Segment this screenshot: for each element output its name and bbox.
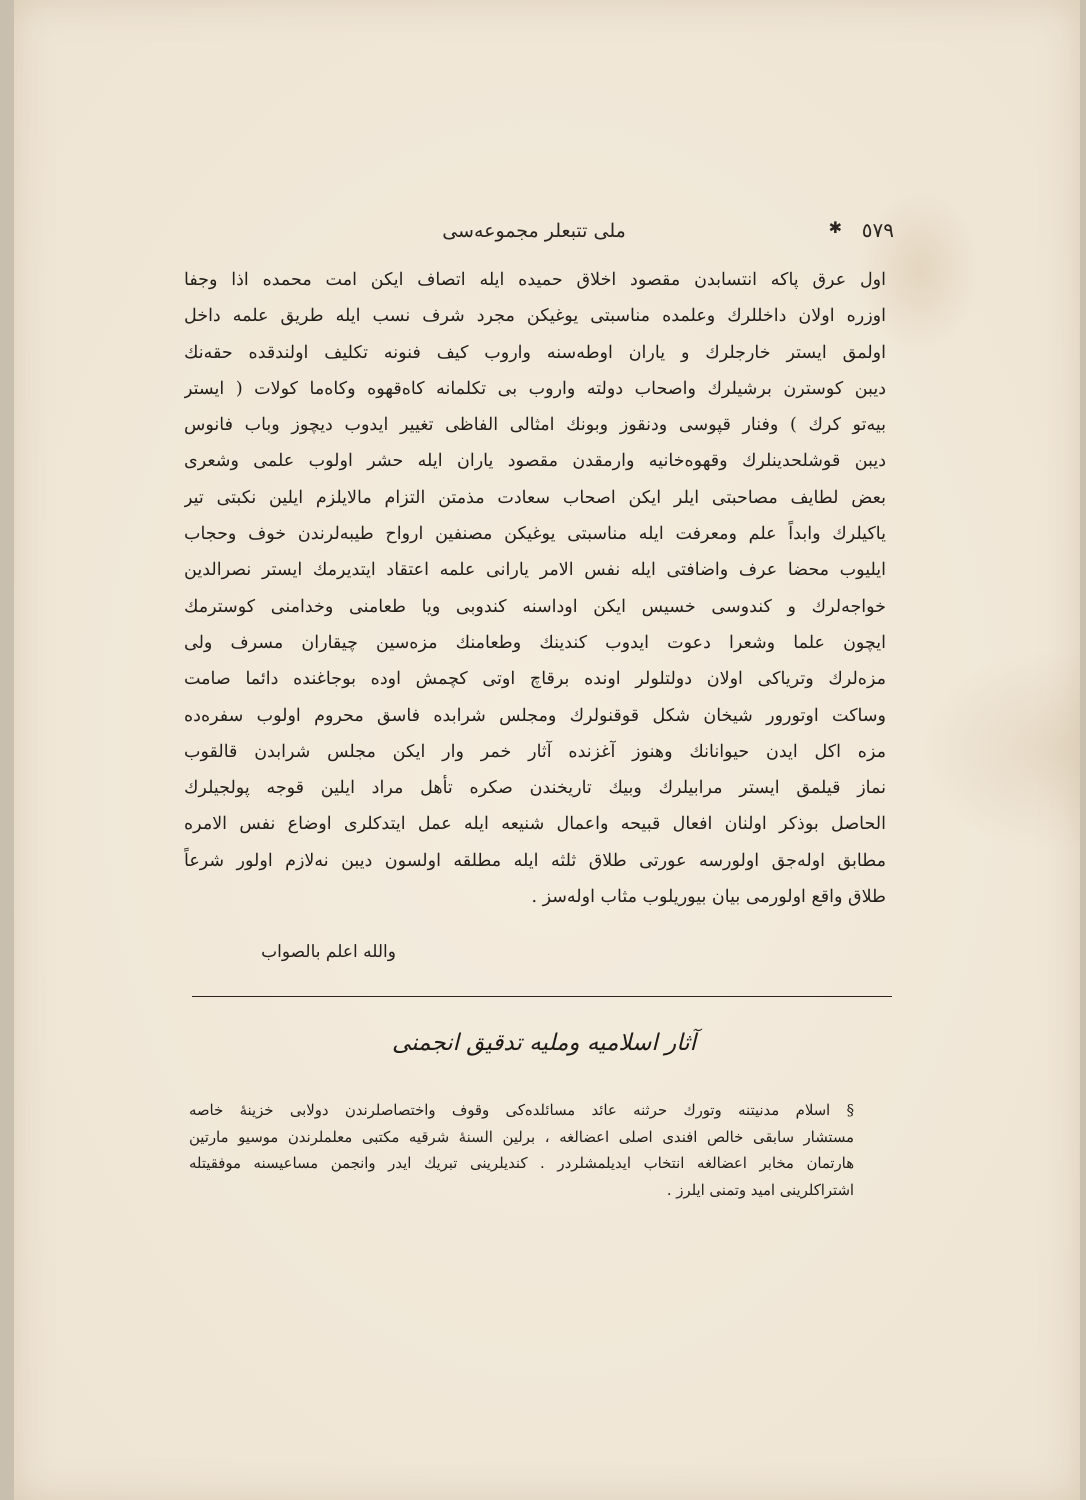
body-line: خواجه‌لرك و کندوسی خسیس ایکن اوداسنه کندوبی ویا طعامنی وخدامنی کوسترمك xyxy=(184,596,886,617)
body-line: دیبن کوسترن برشیلرك واصحاب دولته واروب بی تکلمانه کاه‌قهوه وکاه‌ما کولات ( ایستر xyxy=(184,378,886,399)
body-line: ایلیوب محضا عرف واضافتی ایله نفس الامر یارانی علمه اعتقاد ایتدیرمك ایستر نصرالدین xyxy=(184,560,886,581)
notice-line: هارتمان مخابر اعضالغه انتخاب ایدیلمشلردر . کندیلرینی تبریك ایدر وانجمن مساعیسنه موفقیتله xyxy=(189,1155,854,1172)
body-line: اوزره اولان داخللرك وعلمده مناسبتی یوغیکن مجرد شرف نسب ایله طریق علمه داخل xyxy=(184,306,886,327)
body-line: الحاصل بوذکر اولنان افعال قبیحه واعمال شنیعه ایله عمل ایتدکلری اوضاع نفس الامره xyxy=(184,814,886,835)
body-line: مزه‌لرك وتریاکی اولان دولتلولر اونده برقاچ اوتی کچمش اوده بوجاغنده دائما صامت xyxy=(184,669,886,690)
page-header xyxy=(174,218,894,246)
notice-line: مستشار سابقی خالص افندی اصلی اعضالغه ، برلین السنهٔ شرقیه مکتبی معلملرندن موسیو مارتین xyxy=(189,1128,854,1146)
notice-paragraph xyxy=(189,1098,854,1204)
body-text xyxy=(184,262,886,915)
body-line: طلاق واقع اولورمی بیان بیوریلوب مثاب اوله‌سز . xyxy=(531,887,886,908)
body-line: بیه‌تو کرك ) وفنار قپوسی ودنقوز وبونك امثالی الفاظی تغییر ایدوب دیچوز وباب فانوس xyxy=(184,415,886,436)
page-number: ٥٧٩ xyxy=(861,218,894,242)
body-line: بعض لطایف مصاحبتی ایلر ایکن اصحاب سعادت مذمتن التزام مالایلزم ایلین نکبتی تیر xyxy=(184,487,886,508)
body-line: مزه اکل ایدن حیوانانك وهنوز آغزنده آثار خمر وار ایکن مجلس شرابدن قالقوب xyxy=(184,741,886,762)
notice-line: § اسلام مدنیتنه وتورك حرثنه عائد مسائلده‌کی وقوف واختصاصلرندن دولابی خزینهٔ خاصه xyxy=(189,1102,854,1119)
body-line: اولمق ایستر خارجلرك و یاران اوطه‌سنه واروب کیف فنونه تکلیف اولندقده حقه‌نك xyxy=(184,342,886,363)
body-line: نماز قیلمق ایستر مرابیلرك وبیك تاریخندن صکره تأهل مراد ایلین قوجه پولجیلرك xyxy=(184,778,886,799)
body-line: یاکیلرك وابداً علم ومعرفت ایله مناسبتی یوغیکن مصنفین ارواح طیبه‌لرندن خوف وحجاب xyxy=(184,524,886,545)
notice-line: اشتراکلرینی امید وتمنی ایلرز . xyxy=(666,1181,854,1199)
body-line: مطابق اوله‌جق اولورسه عورتی طلاق ثلثه ایله مطلقه اولسون دیبن نه‌لازم اولور شرعاً xyxy=(184,850,886,871)
body-line: ایچون علما وشعرا دعوت ایدوب کندینك وطعامنك مزه‌سین چیقاران مسرف ولی xyxy=(184,632,886,653)
section-heading: آثار اسلامیه وملیه تدقیق انجمنی xyxy=(391,1030,697,1056)
fleuron-ornament-icon: ✱ xyxy=(828,218,842,237)
closing-formula: والله اعلم بالصواب xyxy=(261,942,396,962)
section-divider xyxy=(192,996,892,997)
book-page xyxy=(14,0,1080,1500)
body-line: اول عرق پاکه انتسابدن مقصود اخلاق حمیده ایله اتصاف ایکن امت محمده اذا وجفا xyxy=(184,270,886,290)
running-title: ملی تتبعلر مجموعه‌سی xyxy=(442,220,626,242)
body-line: وساکت اوتورور شیخان شکل قوقنولرك ومجلس شرابده فاسق محروم اولوب سفره‌ده xyxy=(184,705,886,726)
body-line: دیبن قوشلحدینلرك وقهوه‌خانیه وارمقدن مقصود یاران ایله حشر اولوب علمی وشعری xyxy=(184,451,886,472)
